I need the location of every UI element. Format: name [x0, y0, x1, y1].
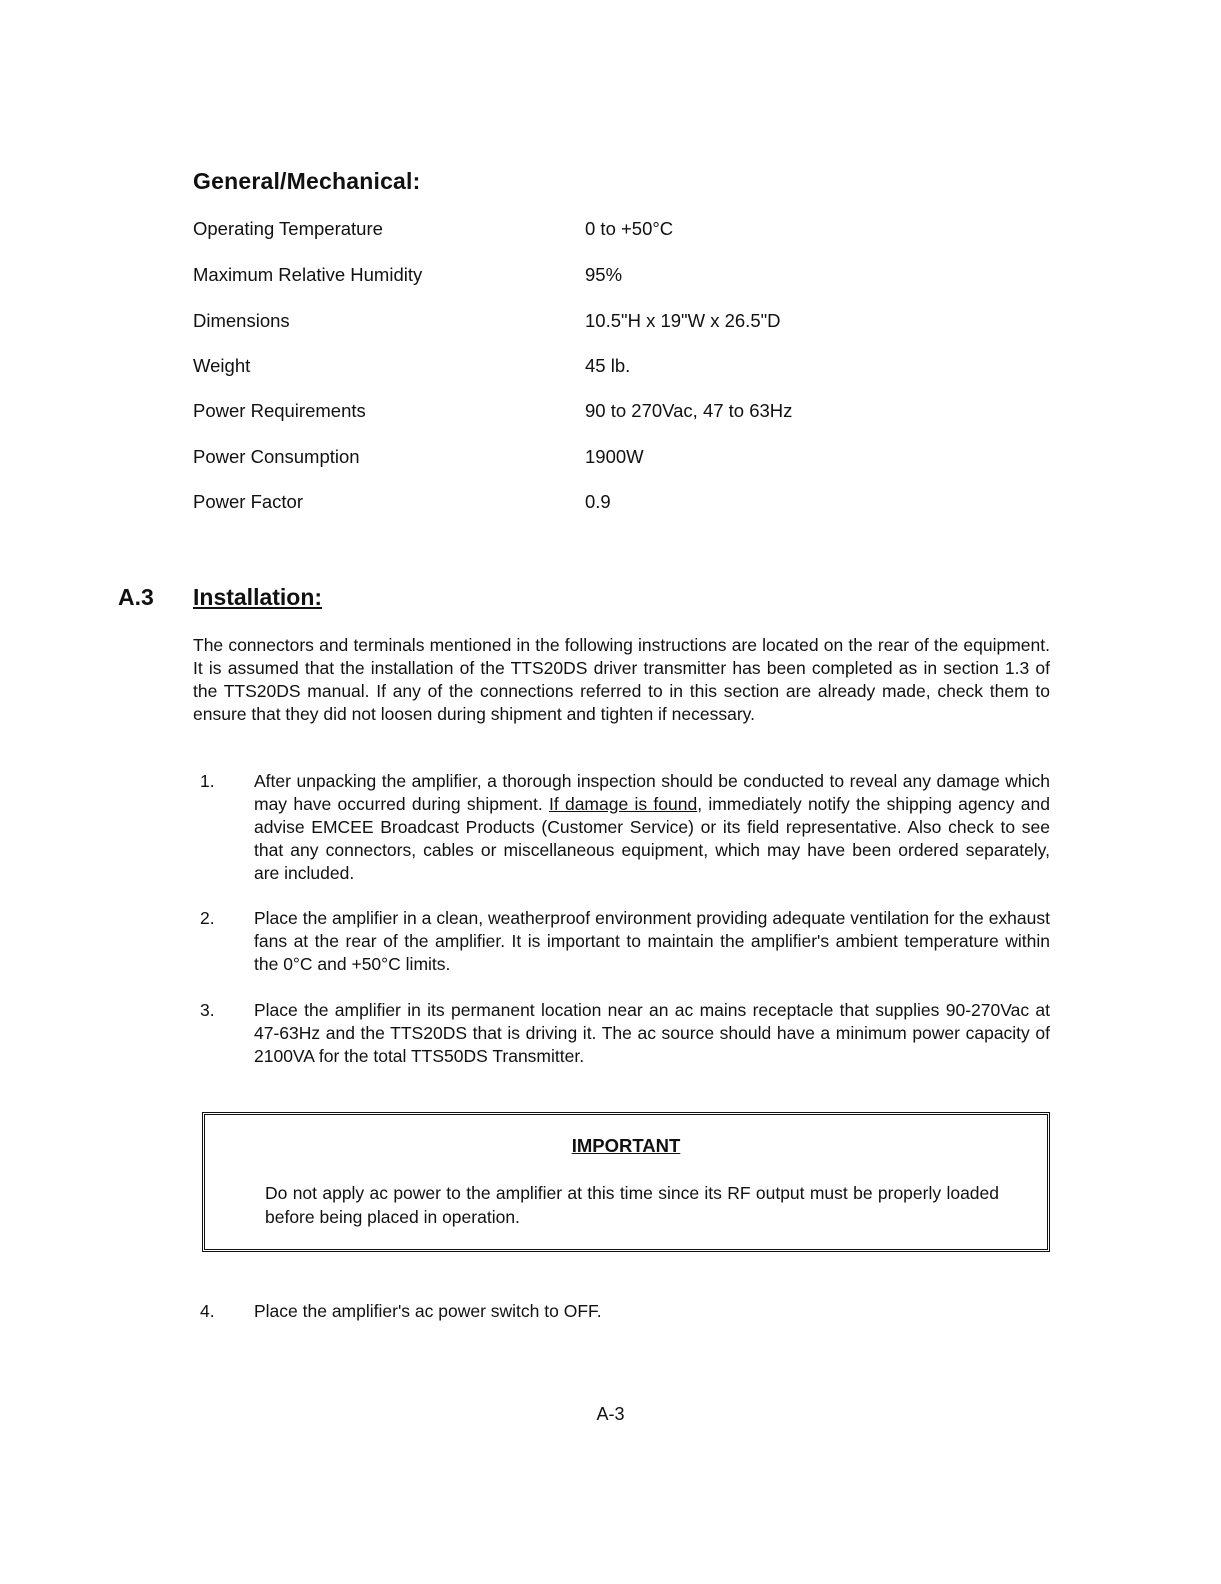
spec-row	[193, 491, 993, 521]
spec-row	[193, 264, 993, 294]
spec-row	[193, 310, 993, 340]
section-number: A.3	[118, 584, 154, 610]
notice-title: IMPORTANT	[571, 1135, 681, 1156]
list-item-number: 2.	[200, 908, 215, 928]
spec-row	[193, 355, 993, 385]
spec-value: 0 to +50°C	[585, 218, 674, 239]
important-notice-box	[202, 1112, 1050, 1252]
spec-label: Power Consumption	[193, 446, 360, 467]
list-item	[193, 999, 1050, 1068]
notice-text: Do not apply ac power to the amplifier at this time since its RF output must be properly loaded before being placed in operation.	[265, 1183, 999, 1227]
list-item-number: 1.	[200, 771, 215, 791]
list-item	[193, 907, 1050, 976]
spec-value: 90 to 270Vac, 47 to 63Hz	[585, 400, 793, 421]
spec-label: Maximum Relative Humidity	[193, 264, 423, 285]
list-item-text: Place the amplifier in its permanent location near an ac mains receptacle that supplies 90-270Vac at 47-63Hz and the TTS20DS that is driving it. The ac source should have a minimum power capacity of 2100VA for the total TTS50DS Transmitter.	[254, 1000, 1050, 1066]
spec-value: 95%	[585, 264, 623, 285]
section-title: Installation:	[193, 584, 323, 610]
list-item-number: 3.	[200, 1000, 215, 1020]
spec-label: Operating Temperature	[193, 218, 383, 239]
intro-paragraph: The connectors and terminals mentioned in the following instructions are located on the rear of the equipment. It is assumed that the installation of the TTS20DS driver transmitter has been completed as in section 1.3 of the TTS20DS manual. If any of the connections referred to in this section are already made, check them to ensure that they did not loosen during shipment and tighten if necessary.	[193, 635, 1050, 724]
spec-label: Power Factor	[193, 491, 304, 512]
spec-value: 10.5"H x 19"W x 26.5"D	[585, 310, 781, 331]
spec-row	[193, 446, 993, 476]
list-item-underlined-text: If damage is found	[548, 794, 698, 814]
spec-value: 0.9	[585, 491, 611, 512]
list-item-text: Place the amplifier in a clean, weatherproof environment providing adequate ventilation for the exhaust fans at the rear of the amplifier. It is important to maintain the amplifier's ambient temperature within the 0°C and +50°C limits.	[254, 908, 1050, 974]
list-item-text: Place the amplifier's ac power switch to OFF.	[254, 1301, 602, 1321]
spec-value: 45 lb.	[585, 355, 631, 376]
page-number: A-3	[596, 1404, 625, 1424]
list-item	[193, 1300, 1050, 1323]
spec-label: Dimensions	[193, 310, 290, 331]
spec-row	[193, 218, 993, 248]
spec-value: 1900W	[585, 446, 644, 467]
spec-label: Weight	[193, 355, 251, 376]
spec-row	[193, 400, 993, 430]
list-item-text	[254, 770, 1050, 885]
list-item	[193, 770, 1050, 885]
list-item-number: 4.	[200, 1301, 215, 1321]
list-item-text-part: After unpacking the amplifier, a thorough inspection should be conducted to reveal any damage which may have occurred during shipment.	[254, 771, 1050, 814]
general-mechanical-heading: General/Mechanical:	[193, 168, 421, 194]
spec-label: Power Requirements	[193, 400, 366, 421]
list-item-text-part: , immediately notify the shipping agency and advise EMCEE Broadcast Products (Customer Service) or its field representative. Also check to see that any connectors, cables or miscellaneous equipment, which may have been ordered separately, are included.	[254, 794, 1051, 883]
